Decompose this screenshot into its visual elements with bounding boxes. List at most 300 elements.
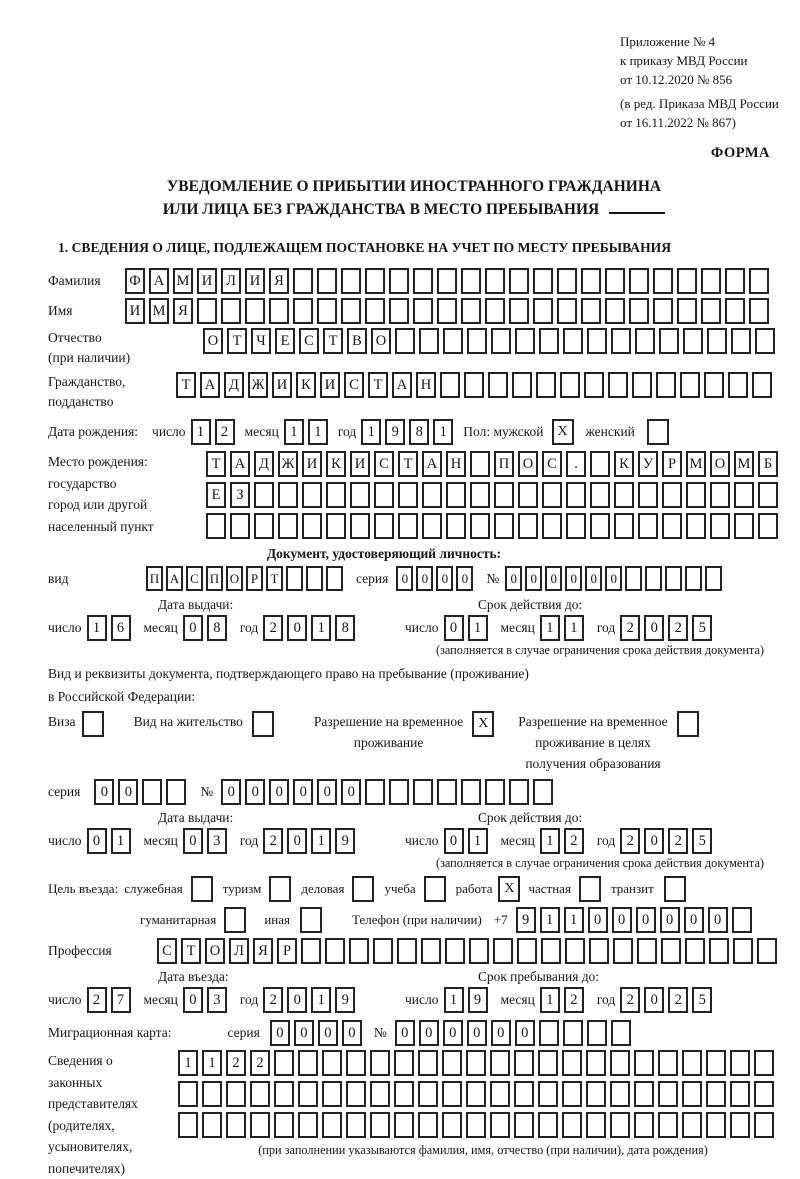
form-cell[interactable] bbox=[491, 328, 511, 354]
form-cell[interactable]: 0 bbox=[287, 828, 307, 854]
form-cell[interactable] bbox=[539, 328, 559, 354]
form-cell[interactable] bbox=[349, 938, 369, 964]
form-cell[interactable]: 0 bbox=[545, 566, 562, 591]
form-cell[interactable]: К bbox=[326, 451, 346, 477]
form-cell[interactable]: Я bbox=[253, 938, 273, 964]
purpose-other-checkbox[interactable] bbox=[300, 907, 322, 933]
form-cell[interactable] bbox=[728, 372, 748, 398]
form-cell[interactable] bbox=[605, 268, 625, 294]
form-cell[interactable] bbox=[709, 938, 729, 964]
form-cell[interactable]: 1 bbox=[433, 419, 453, 445]
form-cell[interactable] bbox=[226, 1112, 246, 1138]
form-cell[interactable] bbox=[707, 328, 727, 354]
form-cell[interactable] bbox=[557, 268, 577, 294]
form-cell[interactable] bbox=[566, 482, 586, 508]
form-cell[interactable] bbox=[254, 513, 274, 539]
form-cell[interactable]: 2 bbox=[564, 828, 584, 854]
form-cell[interactable]: 0 bbox=[644, 987, 664, 1013]
form-cell[interactable]: Т bbox=[323, 328, 343, 354]
visa-checkbox[interactable] bbox=[82, 711, 104, 737]
form-cell[interactable] bbox=[635, 328, 655, 354]
form-cell[interactable]: 1 bbox=[564, 907, 584, 933]
form-cell[interactable] bbox=[178, 1081, 198, 1107]
form-cell[interactable] bbox=[632, 372, 652, 398]
form-cell[interactable] bbox=[706, 1050, 726, 1076]
form-cell[interactable]: 1 bbox=[468, 615, 488, 641]
form-cell[interactable]: 8 bbox=[207, 615, 227, 641]
form-cell[interactable] bbox=[581, 298, 601, 324]
form-cell[interactable]: А bbox=[149, 268, 169, 294]
form-cell[interactable]: А bbox=[230, 451, 250, 477]
form-cell[interactable] bbox=[634, 1050, 654, 1076]
form-cell[interactable]: И bbox=[197, 268, 217, 294]
form-cell[interactable] bbox=[419, 328, 439, 354]
purpose-tourism-checkbox[interactable] bbox=[269, 876, 291, 902]
form-cell[interactable] bbox=[614, 513, 634, 539]
form-cell[interactable] bbox=[590, 513, 610, 539]
purpose-study-checkbox[interactable] bbox=[424, 876, 446, 902]
form-cell[interactable]: Я bbox=[173, 298, 193, 324]
form-cell[interactable] bbox=[254, 482, 274, 508]
form-cell[interactable] bbox=[422, 513, 442, 539]
form-cell[interactable] bbox=[734, 513, 754, 539]
form-cell[interactable] bbox=[245, 298, 265, 324]
form-cell[interactable] bbox=[542, 482, 562, 508]
form-cell[interactable] bbox=[509, 779, 529, 805]
form-cell[interactable] bbox=[274, 1081, 294, 1107]
form-cell[interactable] bbox=[301, 938, 321, 964]
form-cell[interactable] bbox=[536, 372, 556, 398]
form-cell[interactable] bbox=[758, 482, 778, 508]
form-cell[interactable]: 0 bbox=[708, 907, 728, 933]
form-cell[interactable] bbox=[166, 779, 186, 805]
form-cell[interactable] bbox=[464, 372, 484, 398]
form-cell[interactable]: О bbox=[371, 328, 391, 354]
form-cell[interactable] bbox=[683, 328, 703, 354]
form-cell[interactable] bbox=[732, 907, 752, 933]
form-cell[interactable] bbox=[734, 482, 754, 508]
form-cell[interactable] bbox=[373, 938, 393, 964]
form-cell[interactable] bbox=[682, 1081, 702, 1107]
form-cell[interactable] bbox=[514, 1112, 534, 1138]
form-cell[interactable]: Л bbox=[221, 268, 241, 294]
purpose-work-checkbox[interactable]: X bbox=[498, 876, 520, 902]
form-cell[interactable]: И bbox=[320, 372, 340, 398]
form-cell[interactable] bbox=[389, 779, 409, 805]
form-cell[interactable] bbox=[413, 779, 433, 805]
form-cell[interactable] bbox=[682, 1050, 702, 1076]
form-cell[interactable] bbox=[461, 268, 481, 294]
form-cell[interactable]: 2 bbox=[263, 828, 283, 854]
form-cell[interactable] bbox=[437, 298, 457, 324]
form-cell[interactable]: Ч bbox=[251, 328, 271, 354]
form-cell[interactable] bbox=[488, 372, 508, 398]
form-cell[interactable] bbox=[645, 566, 662, 591]
form-cell[interactable]: 8 bbox=[335, 615, 355, 641]
form-cell[interactable] bbox=[470, 513, 490, 539]
form-cell[interactable] bbox=[325, 938, 345, 964]
form-cell[interactable] bbox=[446, 482, 466, 508]
form-cell[interactable] bbox=[413, 298, 433, 324]
form-cell[interactable] bbox=[730, 1050, 750, 1076]
form-cell[interactable]: 0 bbox=[491, 1020, 511, 1046]
form-cell[interactable] bbox=[394, 1112, 414, 1138]
form-cell[interactable] bbox=[269, 298, 289, 324]
form-cell[interactable] bbox=[322, 1050, 342, 1076]
form-cell[interactable] bbox=[665, 566, 682, 591]
form-cell[interactable] bbox=[566, 513, 586, 539]
form-cell[interactable] bbox=[346, 1050, 366, 1076]
form-cell[interactable]: 9 bbox=[335, 828, 355, 854]
form-cell[interactable]: 1 bbox=[111, 828, 131, 854]
form-cell[interactable]: 0 bbox=[416, 566, 433, 591]
form-cell[interactable]: 3 bbox=[207, 828, 227, 854]
temp-residence-checkbox[interactable]: X bbox=[472, 711, 494, 737]
form-cell[interactable]: 0 bbox=[612, 907, 632, 933]
form-cell[interactable]: П bbox=[206, 566, 223, 591]
form-cell[interactable] bbox=[274, 1112, 294, 1138]
form-cell[interactable] bbox=[509, 268, 529, 294]
form-cell[interactable] bbox=[370, 1081, 390, 1107]
form-cell[interactable] bbox=[389, 268, 409, 294]
form-cell[interactable]: О bbox=[205, 938, 225, 964]
form-cell[interactable] bbox=[563, 1020, 583, 1046]
form-cell[interactable] bbox=[754, 1081, 774, 1107]
form-cell[interactable]: 0 bbox=[565, 566, 582, 591]
form-cell[interactable]: 0 bbox=[644, 615, 664, 641]
form-cell[interactable] bbox=[442, 1050, 462, 1076]
form-cell[interactable] bbox=[533, 779, 553, 805]
form-cell[interactable]: Ф bbox=[125, 268, 145, 294]
form-cell[interactable]: С bbox=[344, 372, 364, 398]
form-cell[interactable] bbox=[365, 268, 385, 294]
form-cell[interactable] bbox=[317, 298, 337, 324]
form-cell[interactable]: 0 bbox=[636, 907, 656, 933]
form-cell[interactable] bbox=[437, 779, 457, 805]
form-cell[interactable] bbox=[370, 1050, 390, 1076]
form-cell[interactable] bbox=[346, 1081, 366, 1107]
form-cell[interactable]: 2 bbox=[620, 828, 640, 854]
form-cell[interactable] bbox=[662, 513, 682, 539]
form-cell[interactable] bbox=[565, 938, 585, 964]
form-cell[interactable] bbox=[490, 1112, 510, 1138]
form-cell[interactable]: 0 bbox=[444, 615, 464, 641]
form-cell[interactable] bbox=[306, 566, 323, 591]
form-cell[interactable]: Е bbox=[206, 482, 226, 508]
form-cell[interactable]: 2 bbox=[620, 615, 640, 641]
form-cell[interactable] bbox=[538, 1081, 558, 1107]
form-cell[interactable]: 0 bbox=[269, 779, 289, 805]
form-cell[interactable] bbox=[611, 1020, 631, 1046]
form-cell[interactable]: 2 bbox=[87, 987, 107, 1013]
form-cell[interactable] bbox=[445, 938, 465, 964]
form-cell[interactable] bbox=[298, 1081, 318, 1107]
form-cell[interactable]: Т bbox=[266, 566, 283, 591]
residence-permit-checkbox[interactable] bbox=[252, 711, 274, 737]
form-cell[interactable]: Т bbox=[206, 451, 226, 477]
form-cell[interactable] bbox=[515, 328, 535, 354]
form-cell[interactable]: 2 bbox=[250, 1050, 270, 1076]
form-cell[interactable] bbox=[610, 1112, 630, 1138]
form-cell[interactable] bbox=[490, 1050, 510, 1076]
form-cell[interactable] bbox=[538, 1050, 558, 1076]
form-cell[interactable] bbox=[469, 938, 489, 964]
form-cell[interactable]: 0 bbox=[605, 566, 622, 591]
form-cell[interactable]: 1 bbox=[311, 615, 331, 641]
form-cell[interactable] bbox=[514, 1081, 534, 1107]
form-cell[interactable]: М bbox=[734, 451, 754, 477]
form-cell[interactable]: 0 bbox=[660, 907, 680, 933]
form-cell[interactable]: 0 bbox=[515, 1020, 535, 1046]
form-cell[interactable]: У bbox=[638, 451, 658, 477]
form-cell[interactable]: 0 bbox=[644, 828, 664, 854]
form-cell[interactable]: И bbox=[350, 451, 370, 477]
form-cell[interactable]: Н bbox=[416, 372, 436, 398]
form-cell[interactable] bbox=[485, 779, 505, 805]
form-cell[interactable] bbox=[202, 1112, 222, 1138]
form-cell[interactable]: 1 bbox=[540, 828, 560, 854]
form-cell[interactable]: 0 bbox=[294, 1020, 314, 1046]
form-cell[interactable] bbox=[350, 513, 370, 539]
form-cell[interactable] bbox=[512, 372, 532, 398]
form-cell[interactable]: 0 bbox=[419, 1020, 439, 1046]
form-cell[interactable]: 0 bbox=[396, 566, 413, 591]
form-cell[interactable]: 0 bbox=[341, 779, 361, 805]
form-cell[interactable]: М bbox=[173, 268, 193, 294]
form-cell[interactable] bbox=[250, 1081, 270, 1107]
purpose-humanitarian-checkbox[interactable] bbox=[224, 907, 246, 933]
form-cell[interactable] bbox=[446, 513, 466, 539]
sex-male-checkbox[interactable]: X bbox=[552, 419, 574, 445]
form-cell[interactable]: 1 bbox=[361, 419, 381, 445]
form-cell[interactable] bbox=[461, 298, 481, 324]
form-cell[interactable]: Л bbox=[229, 938, 249, 964]
form-cell[interactable] bbox=[610, 1050, 630, 1076]
form-cell[interactable] bbox=[142, 779, 162, 805]
form-cell[interactable] bbox=[389, 298, 409, 324]
form-cell[interactable] bbox=[467, 328, 487, 354]
form-cell[interactable] bbox=[637, 938, 657, 964]
form-cell[interactable] bbox=[413, 268, 433, 294]
form-cell[interactable] bbox=[509, 298, 529, 324]
form-cell[interactable] bbox=[705, 566, 722, 591]
form-cell[interactable] bbox=[608, 372, 628, 398]
form-cell[interactable]: 0 bbox=[443, 1020, 463, 1046]
form-cell[interactable] bbox=[350, 482, 370, 508]
form-cell[interactable] bbox=[590, 482, 610, 508]
form-cell[interactable] bbox=[517, 938, 537, 964]
form-cell[interactable] bbox=[365, 298, 385, 324]
form-cell[interactable] bbox=[370, 1112, 390, 1138]
form-cell[interactable]: 1 bbox=[87, 615, 107, 641]
form-cell[interactable] bbox=[706, 1081, 726, 1107]
form-cell[interactable]: 0 bbox=[221, 779, 241, 805]
form-cell[interactable] bbox=[437, 268, 457, 294]
form-cell[interactable] bbox=[398, 513, 418, 539]
form-cell[interactable] bbox=[461, 779, 481, 805]
form-cell[interactable] bbox=[638, 482, 658, 508]
form-cell[interactable] bbox=[686, 513, 706, 539]
form-cell[interactable] bbox=[317, 268, 337, 294]
form-cell[interactable]: П bbox=[146, 566, 163, 591]
form-cell[interactable] bbox=[418, 1050, 438, 1076]
form-cell[interactable] bbox=[178, 1112, 198, 1138]
form-cell[interactable]: 9 bbox=[516, 907, 536, 933]
form-cell[interactable] bbox=[757, 938, 777, 964]
form-cell[interactable]: М bbox=[686, 451, 706, 477]
purpose-commercial-checkbox[interactable] bbox=[352, 876, 374, 902]
form-cell[interactable] bbox=[653, 268, 673, 294]
form-cell[interactable] bbox=[587, 328, 607, 354]
form-cell[interactable] bbox=[685, 938, 705, 964]
form-cell[interactable]: 0 bbox=[505, 566, 522, 591]
form-cell[interactable] bbox=[634, 1112, 654, 1138]
form-cell[interactable]: 0 bbox=[293, 779, 313, 805]
form-cell[interactable] bbox=[341, 298, 361, 324]
form-cell[interactable]: 1 bbox=[311, 828, 331, 854]
form-cell[interactable]: 2 bbox=[263, 615, 283, 641]
form-cell[interactable] bbox=[682, 1112, 702, 1138]
form-cell[interactable] bbox=[638, 513, 658, 539]
sex-female-checkbox[interactable] bbox=[647, 419, 669, 445]
form-cell[interactable] bbox=[625, 566, 642, 591]
form-cell[interactable] bbox=[422, 482, 442, 508]
form-cell[interactable] bbox=[341, 268, 361, 294]
form-cell[interactable] bbox=[629, 268, 649, 294]
form-cell[interactable] bbox=[322, 1112, 342, 1138]
form-cell[interactable]: Н bbox=[446, 451, 466, 477]
form-cell[interactable] bbox=[485, 298, 505, 324]
form-cell[interactable]: А bbox=[392, 372, 412, 398]
form-cell[interactable] bbox=[605, 298, 625, 324]
form-cell[interactable]: 9 bbox=[385, 419, 405, 445]
form-cell[interactable] bbox=[206, 513, 226, 539]
form-cell[interactable] bbox=[658, 1081, 678, 1107]
form-cell[interactable] bbox=[466, 1081, 486, 1107]
form-cell[interactable]: 0 bbox=[684, 907, 704, 933]
form-cell[interactable]: 0 bbox=[183, 828, 203, 854]
form-cell[interactable] bbox=[514, 1050, 534, 1076]
form-cell[interactable] bbox=[686, 482, 706, 508]
form-cell[interactable] bbox=[302, 513, 322, 539]
form-cell[interactable] bbox=[730, 1081, 750, 1107]
form-cell[interactable]: 0 bbox=[318, 1020, 338, 1046]
form-cell[interactable]: А bbox=[200, 372, 220, 398]
form-cell[interactable] bbox=[494, 482, 514, 508]
form-cell[interactable] bbox=[587, 1020, 607, 1046]
form-cell[interactable]: Р bbox=[277, 938, 297, 964]
form-cell[interactable]: 2 bbox=[263, 987, 283, 1013]
form-cell[interactable] bbox=[725, 298, 745, 324]
form-cell[interactable] bbox=[610, 1081, 630, 1107]
form-cell[interactable]: 2 bbox=[564, 987, 584, 1013]
form-cell[interactable] bbox=[590, 451, 610, 477]
form-cell[interactable] bbox=[394, 1081, 414, 1107]
form-cell[interactable] bbox=[485, 268, 505, 294]
form-cell[interactable] bbox=[197, 298, 217, 324]
form-cell[interactable] bbox=[470, 482, 490, 508]
form-cell[interactable] bbox=[346, 1112, 366, 1138]
form-cell[interactable]: С bbox=[299, 328, 319, 354]
form-cell[interactable] bbox=[586, 1050, 606, 1076]
form-cell[interactable] bbox=[398, 482, 418, 508]
form-cell[interactable]: 2 bbox=[668, 615, 688, 641]
form-cell[interactable]: 8 bbox=[409, 419, 429, 445]
form-cell[interactable]: 1 bbox=[284, 419, 304, 445]
form-cell[interactable] bbox=[365, 779, 385, 805]
form-cell[interactable]: 2 bbox=[215, 419, 235, 445]
form-cell[interactable] bbox=[562, 1081, 582, 1107]
purpose-business-checkbox[interactable] bbox=[191, 876, 213, 902]
form-cell[interactable]: И bbox=[302, 451, 322, 477]
form-cell[interactable] bbox=[440, 372, 460, 398]
form-cell[interactable]: Т bbox=[398, 451, 418, 477]
form-cell[interactable] bbox=[733, 938, 753, 964]
form-cell[interactable]: 6 bbox=[111, 615, 131, 641]
form-cell[interactable] bbox=[490, 1081, 510, 1107]
form-cell[interactable]: 1 bbox=[540, 615, 560, 641]
form-cell[interactable] bbox=[494, 513, 514, 539]
form-cell[interactable] bbox=[278, 513, 298, 539]
form-cell[interactable] bbox=[226, 1081, 246, 1107]
form-cell[interactable]: Е bbox=[275, 328, 295, 354]
form-cell[interactable] bbox=[326, 482, 346, 508]
form-cell[interactable] bbox=[250, 1112, 270, 1138]
form-cell[interactable] bbox=[221, 298, 241, 324]
form-cell[interactable] bbox=[661, 938, 681, 964]
form-cell[interactable]: 1 bbox=[468, 828, 488, 854]
form-cell[interactable] bbox=[374, 482, 394, 508]
form-cell[interactable] bbox=[322, 1081, 342, 1107]
form-cell[interactable] bbox=[658, 1050, 678, 1076]
form-cell[interactable] bbox=[286, 566, 303, 591]
form-cell[interactable] bbox=[374, 513, 394, 539]
form-cell[interactable] bbox=[706, 1112, 726, 1138]
form-cell[interactable] bbox=[701, 298, 721, 324]
form-cell[interactable]: 2 bbox=[226, 1050, 246, 1076]
form-cell[interactable]: 1 bbox=[202, 1050, 222, 1076]
form-cell[interactable] bbox=[202, 1081, 222, 1107]
form-cell[interactable]: М bbox=[149, 298, 169, 324]
form-cell[interactable] bbox=[586, 1081, 606, 1107]
form-cell[interactable] bbox=[302, 482, 322, 508]
form-cell[interactable] bbox=[442, 1112, 462, 1138]
form-cell[interactable]: 1 bbox=[540, 987, 560, 1013]
form-cell[interactable] bbox=[584, 372, 604, 398]
form-cell[interactable]: А bbox=[422, 451, 442, 477]
form-cell[interactable]: 1 bbox=[311, 987, 331, 1013]
form-cell[interactable]: 7 bbox=[111, 987, 131, 1013]
form-cell[interactable] bbox=[518, 482, 538, 508]
form-cell[interactable]: И bbox=[125, 298, 145, 324]
form-cell[interactable] bbox=[418, 1112, 438, 1138]
form-cell[interactable]: И bbox=[245, 268, 265, 294]
form-cell[interactable]: Д bbox=[224, 372, 244, 398]
form-cell[interactable] bbox=[701, 268, 721, 294]
form-cell[interactable] bbox=[563, 328, 583, 354]
form-cell[interactable]: 0 bbox=[245, 779, 265, 805]
form-cell[interactable] bbox=[752, 372, 772, 398]
form-cell[interactable] bbox=[613, 938, 633, 964]
form-cell[interactable]: 1 bbox=[444, 987, 464, 1013]
form-cell[interactable] bbox=[278, 482, 298, 508]
form-cell[interactable]: Р bbox=[662, 451, 682, 477]
form-cell[interactable] bbox=[230, 513, 250, 539]
form-cell[interactable]: Б bbox=[758, 451, 778, 477]
form-cell[interactable]: 2 bbox=[668, 987, 688, 1013]
form-cell[interactable] bbox=[653, 298, 673, 324]
form-cell[interactable]: 3 bbox=[207, 987, 227, 1013]
